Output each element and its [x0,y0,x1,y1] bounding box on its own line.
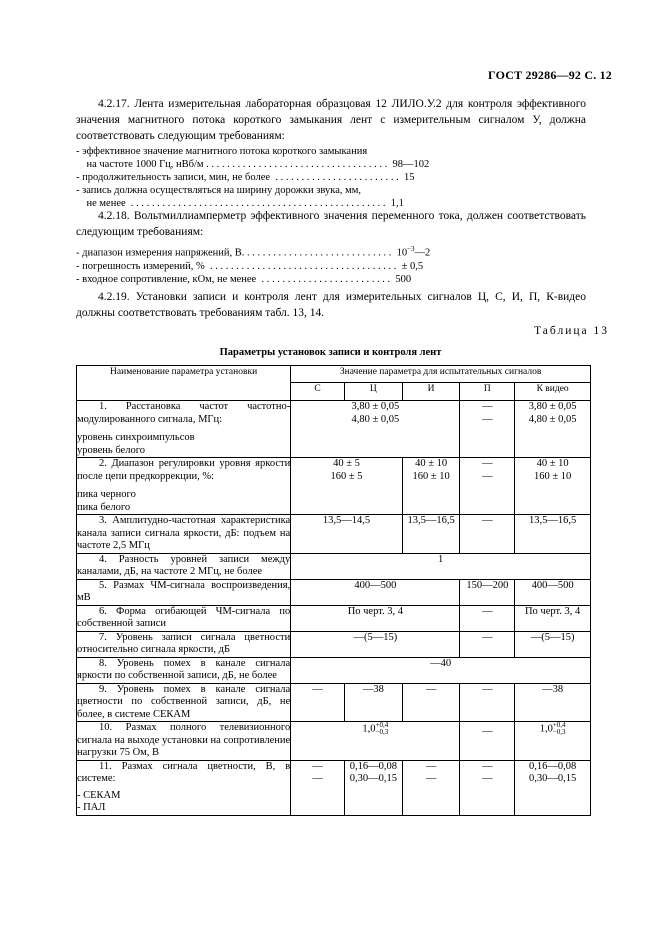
header-col-i: И [402,383,460,401]
table-row: 10. Размах полного телевизионного сигнала на выходе установки на сопротивление нагрузки 75 Ом, В 1,0+0,4 −0,3 — 1,0+0,4 −0,3 [77,722,591,761]
table-row: 1. Расстановка частот частотно-модулированного сигнала, МГц: уровень синхроимпульсов уровень белого 3,80 ± 0,05 4,80 ± 0,05 — — 3,80 ± 0,05 4,80 ± 0,05 [77,401,591,458]
header-param-name: Наименование параметра установки [77,366,291,401]
list-item: не менее . . . . . . . . . . . . . . . . . . . . . . . . . . . . . . . . . . . . . . . . . . . . . . . . . 1,1 [76,198,404,209]
list-4-2-18 [76,243,430,286]
list-item: - погрешность измерений, % . . . . . . . . . . . . . . . . . . . . . . . . . . . . . . . . . . . . ± 0,5 [76,260,424,272]
table-row: 11. Размах сигнала цветности, В, в системе: - СЕКАМ - ПАЛ — — 0,16—0,08 0,30—0,15 — — — — 0,16—0,08 0,30—0,15 [77,760,591,815]
table-row: 3. Амплитудно-частотная характеристика канала записи сигнала яркости, дБ: подъем на частоте 2,5 МГц 13,5—14,5 13,5—16,5 — 13,5—16,5 [77,515,591,554]
header-col-c: С [291,383,345,401]
table-row: 8. Уровень помех в канале сигнала яркости по собственной записи, дБ, не более —40 [77,657,591,683]
table-row: 4. Разность уровней записи между каналами, дБ, на частоте 2 МГц, не более 1 [77,553,591,579]
header-col-k: К видео [515,383,591,401]
list-item: - входное сопротивление, кОм, не менее . . . . . . . . . . . . . . . . . . . . . . . . . 500 [76,273,412,285]
paragraph-4-2-17: 4.2.17. Лента измерительная лабораторная образцовая 12 ЛИЛО.У.2 для контроля эффективного значения магнитного потока короткого замыкания лент с измерительным сигналом У, должна соответствовать следующим требованиям: [76,98,586,142]
page-header: ГОСТ 29286—92 С. 12 [488,68,612,82]
header-col-p: П [460,383,515,401]
table-row: 5. Размах ЧМ-сигнала воспроизведения, мВ 400—500 150—200 400—500 [77,579,591,605]
list-item: на частоте 1000 Гц, нВб/м . . . . . . . . . . . . . . . . . . . . . . . . . . . . . . . . . . . 98—102 [76,159,430,170]
paragraph-4-2-19: 4.2.19. Установки записи и контроля лент для измерительных сигналов Ц, С, И, П, К-видео должны соответствовать требованиям табл. 13, 14. [76,291,586,319]
table-row: 9. Уровень помех в канале сигнала цветности по собственной записи, дБ, не более, в системе СЕКАМ — —38 — — —38 [77,683,591,722]
list-item: - продолжительность записи, мин, не более . . . . . . . . . . . . . . . . . . . . . . . . 15 [76,172,415,183]
list-item: - эффективное значение магнитного потока короткого замыкания [76,146,368,157]
list-4-2-17 [76,145,429,210]
table-row: 7. Уровень записи сигнала цветности относительно сигнала яркости, дБ —(5—15) — —(5—15) [77,631,591,657]
table-row: 6. Форма огибающей ЧМ-сигнала по собственной записи По черт. 3, 4 — По черт. 3, 4 [77,605,591,631]
header-values: Значение параметра для испытательных сигналов [291,366,591,383]
table-title: Параметры установок записи и контроля лент [219,347,442,358]
paragraph-4-2-18: 4.2.18. Вольтмиллиамперметр эффективного значения переменного тока, должен соответствовать следующим требованиям: [76,210,586,238]
header-col-ts: Ц [344,383,402,401]
list-item: - запись должна осуществляться на ширину дорожки звука, мм, [76,185,362,196]
table-row: 2. Диапазон регулировки уровня яркости после цепи предкоррекции, %: пика черного пика белого 40 ± 5 160 ± 5 40 ± 10 160 ± 10 — — 40 ± 10 160 ± 10 [77,458,591,515]
parameters-table [76,365,591,816]
table-label: Таблица 13 [534,325,609,337]
list-item: - диапазон измерения напряжений, В. . . . . . . . . . . . . . . . . . . . . . . . . . . . . $10^{-3}—2$ [76,245,431,259]
